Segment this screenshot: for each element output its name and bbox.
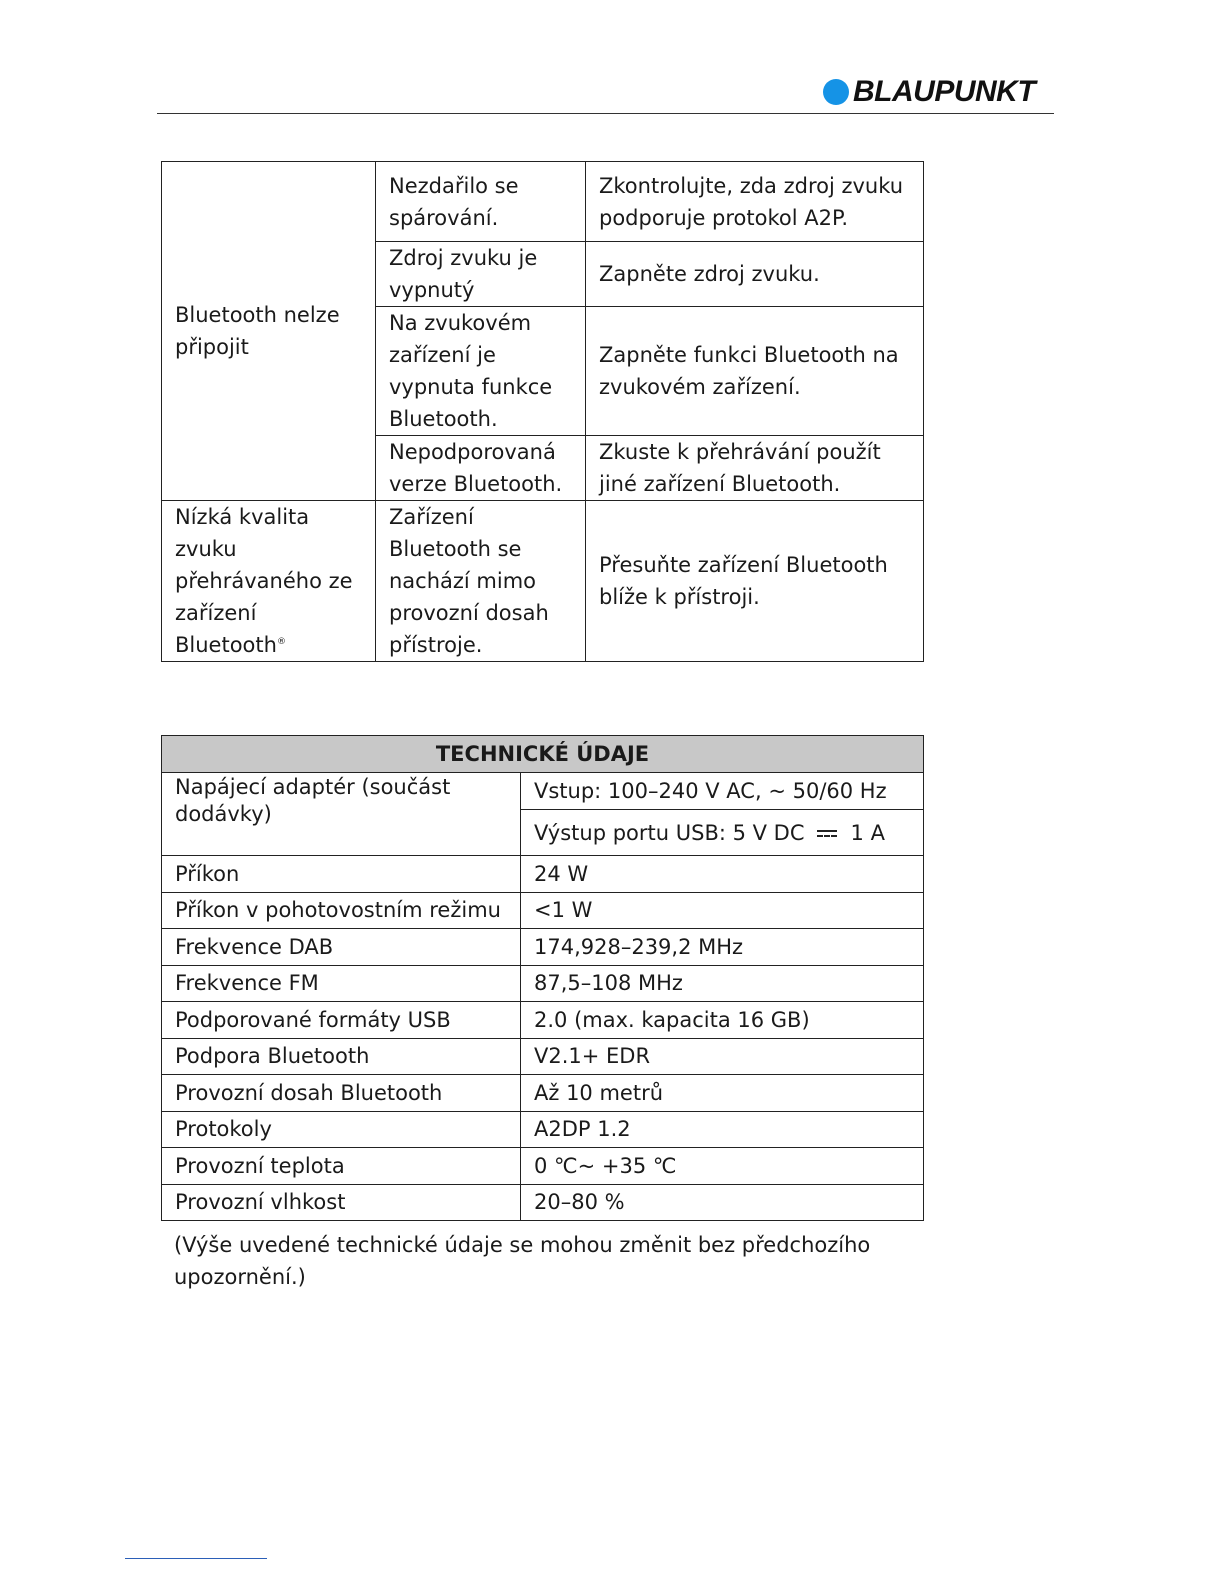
table-row <box>162 1002 924 1039</box>
spec-label: Frekvence FM <box>162 965 521 1002</box>
table-row <box>162 929 924 966</box>
brand-logo <box>823 76 1035 108</box>
spec-value: 174,928–239,2 MHz <box>521 929 924 966</box>
spec-label: Protokoly <box>162 1111 521 1148</box>
problem-cell <box>162 501 376 662</box>
table-row <box>162 1148 924 1185</box>
table-row <box>162 856 924 893</box>
spec-value: A2DP 1.2 <box>521 1111 924 1148</box>
header-divider <box>157 113 1054 114</box>
cause-cell: Nepodporovaná verze Bluetooth. <box>376 436 586 501</box>
spec-value <box>521 810 924 856</box>
footer-divider <box>125 1558 267 1559</box>
spec-value: Vstup: 100–240 V AC, ~ 50/60 Hz <box>521 773 924 810</box>
brand-dot-icon <box>823 79 849 105</box>
table-row <box>162 1075 924 1112</box>
cause-cell: Zdroj zvuku je vypnutý <box>376 242 586 307</box>
spec-label: Napájecí adaptér (součást dodávky) <box>162 773 521 856</box>
problem-cell <box>162 162 376 501</box>
problem-text: Nízká kvalita zvuku přehrávaného ze zařízení Bluetooth <box>175 505 353 657</box>
table-row <box>162 965 924 1002</box>
troubleshooting-table <box>161 161 924 662</box>
spec-value: <1 W <box>521 892 924 929</box>
specs-title: TECHNICKÉ ÚDAJE <box>162 736 924 773</box>
spec-label: Příkon <box>162 856 521 893</box>
table-row <box>162 162 924 242</box>
table-row <box>162 501 924 662</box>
solution-cell: Zapněte funkci Bluetooth na zvukovém zařízení. <box>586 307 924 436</box>
specs-header-row <box>162 736 924 773</box>
solution-cell: Zkuste k přehrávání použít jiné zařízení Bluetooth. <box>586 436 924 501</box>
cause-cell: Nezdařilo se spárování. <box>376 162 586 242</box>
spec-value: 87,5–108 MHz <box>521 965 924 1002</box>
table-row <box>162 1111 924 1148</box>
table-row <box>162 1184 924 1221</box>
dc-symbol-icon <box>817 829 837 839</box>
specs-disclaimer: (Výše uvedené technické údaje se mohou změnit bez předchozího upozornění.) <box>174 1233 871 1289</box>
spec-label: Příkon v pohotovostním režimu <box>162 892 521 929</box>
spec-value: V2.1+ EDR <box>521 1038 924 1075</box>
spec-label: Podpora Bluetooth <box>162 1038 521 1075</box>
spec-label: Provozní vlhkost <box>162 1184 521 1221</box>
registered-mark: ® <box>276 637 286 647</box>
solution-cell: Zapněte zdroj zvuku. <box>586 242 924 307</box>
usb-output-text: Výstup portu USB: 5 V DC <box>534 820 805 845</box>
spec-value: 24 W <box>521 856 924 893</box>
table-row <box>162 773 924 810</box>
spec-label: Podporované formáty USB <box>162 1002 521 1039</box>
usb-output-current: 1 A <box>850 820 885 845</box>
spec-value: 20–80 % <box>521 1184 924 1221</box>
spec-value: 2.0 (max. kapacita 16 GB) <box>521 1002 924 1039</box>
spec-value: 0 ℃~ +35 ℃ <box>521 1148 924 1185</box>
spec-label: Frekvence DAB <box>162 929 521 966</box>
spec-label: Provozní dosah Bluetooth <box>162 1075 521 1112</box>
brand-name: BLAUPUNKT <box>853 75 1036 108</box>
solution-cell: Přesuňte zařízení Bluetooth blíže k přístroji. <box>586 501 924 662</box>
cause-cell: Zařízení Bluetooth se nachází mimo provozní dosah přístroje. <box>376 501 586 662</box>
spec-value: Až 10 metrů <box>521 1075 924 1112</box>
cause-cell: Na zvukovém zařízení je vypnuta funkce Bluetooth. <box>376 307 586 436</box>
solution-cell: Zkontrolujte, zda zdroj zvuku podporuje protokol A2P. <box>586 162 924 242</box>
technical-specs-table <box>161 735 924 1221</box>
spec-label: Provozní teplota <box>162 1148 521 1185</box>
table-row <box>162 892 924 929</box>
table-row <box>162 1038 924 1075</box>
problem-text: Bluetooth nelze připojit <box>175 303 340 359</box>
